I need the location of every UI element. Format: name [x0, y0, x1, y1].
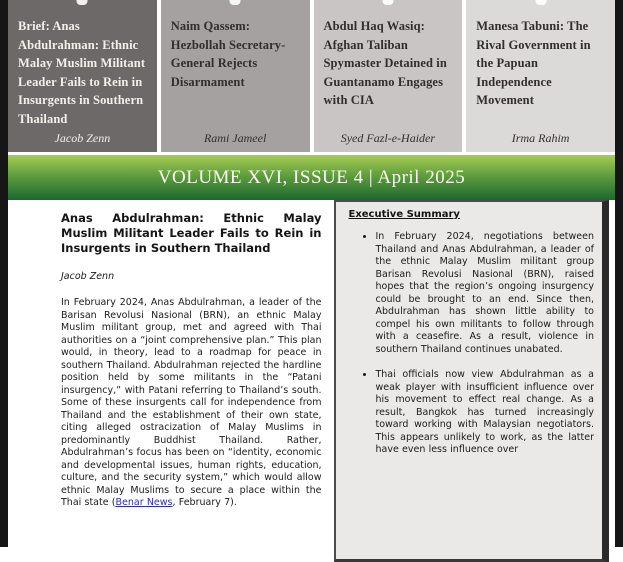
teaser-title: Brief: Anas Abdulrahman: Ethnic Malay Muslim Militant Leader Fails to Rein in Insurgents in Southern Thailand: [18, 19, 146, 126]
summary-bullet: • Thai officials now view Abdulrahman as a weak player with insufficient influence over his movement to effect real change. As a result, Bangkok has turned increasingly toward working with Malaysian negotiators. This appears unlikely to work, as the latter have even less influence over: [375, 369, 594, 457]
article-body-text-after: , February 7).: [172, 497, 237, 508]
cropped-masthead-remnant: [535, 0, 546, 5]
executive-summary-heading: Executive Summary: [348, 209, 460, 220]
article-body-text: In February 2024, Anas Abdulrahman, a leader of the Barisan Revolusi Nasional (BRN), an ethnic Malay Muslim militant group, met and agreed with Thai authorities on a “joint comprehensive plan.” This plan would, in theory, lead to a roadmap for peace in southern Thailand. Abdulrahman rejected the hardline position held by some militants in the “Patani insurgency,” with Patani referring to Thailand’s south. Some of these insurgents call for independence from Thailand and the establishment of their own state, citing alleged ostracization of Malay Muslims in predominantly Buddhist Thailand. Rather, Abdulrahman’s focus has been on “identity, economic and developmental issues, human rights, education, culture, and the security system,” which would allow ethnic Malay Muslims to secure a place within the Thai state (: [61, 297, 322, 508]
teaser-title: Manesa Tabuni: The Rival Government in the Papuan Independence Movement: [476, 19, 591, 107]
cropped-masthead-remnant: [382, 0, 393, 5]
teaser-column-2: [161, 0, 310, 152]
executive-summary-box: [334, 200, 609, 562]
article-byline: Jacob Zenn: [61, 271, 115, 282]
benar-news-link[interactable]: Benar News: [115, 497, 173, 508]
page-border-left: [0, 0, 8, 547]
cropped-masthead-remnant: [77, 0, 88, 5]
teaser-author: Jacob Zenn: [54, 131, 111, 145]
page-content: [61, 200, 609, 562]
teaser-title: Naim Qassem: Hezbollah Secretary-General Rejects Disarmament: [170, 19, 286, 89]
article-title: Anas Abdulrahman: Ethnic Malay Muslim Militant Leader Fails to Rein in Insurgents in Southern Thailand: [61, 211, 322, 255]
teaser-column-3: [314, 0, 463, 152]
masthead-teasers: [8, 0, 615, 152]
teaser-title: Abdul Haq Wasiq: Afghan Taliban Spymaster Detained in Guantanamo Engages with CIA: [323, 19, 447, 107]
article-body: [61, 297, 321, 510]
teaser-column-1: [8, 0, 157, 152]
teaser-author: Irma Rahim: [511, 131, 570, 145]
cropped-masthead-remnant: [230, 0, 241, 5]
lead-article: [61, 200, 321, 510]
volume-issue-banner: VOLUME XVI, ISSUE 4 | April 2025: [8, 155, 615, 200]
teaser-author: Rami Jameel: [203, 131, 267, 145]
newsletter-page: [8, 0, 615, 562]
teaser-author: Syed Fazl-e-Haider: [340, 131, 436, 145]
page-border-right: [615, 0, 623, 547]
summary-bullet: • In February 2024, negotiations between Thailand and Anas Abdulrahman, a leader of the ethnic Malay Muslim militant group Barisan Revolusi Nasional (BRN), raised hopes that the region’s ongoing insurgency could be brought to an end. Since then, Abdulrahman has shown little ability to compel his own militants to follow through with a ceasefire. As a result, violence in southern Thailand continues unabated.: [375, 231, 594, 356]
teaser-column-4: [466, 0, 615, 152]
executive-summary-list: [348, 231, 594, 457]
